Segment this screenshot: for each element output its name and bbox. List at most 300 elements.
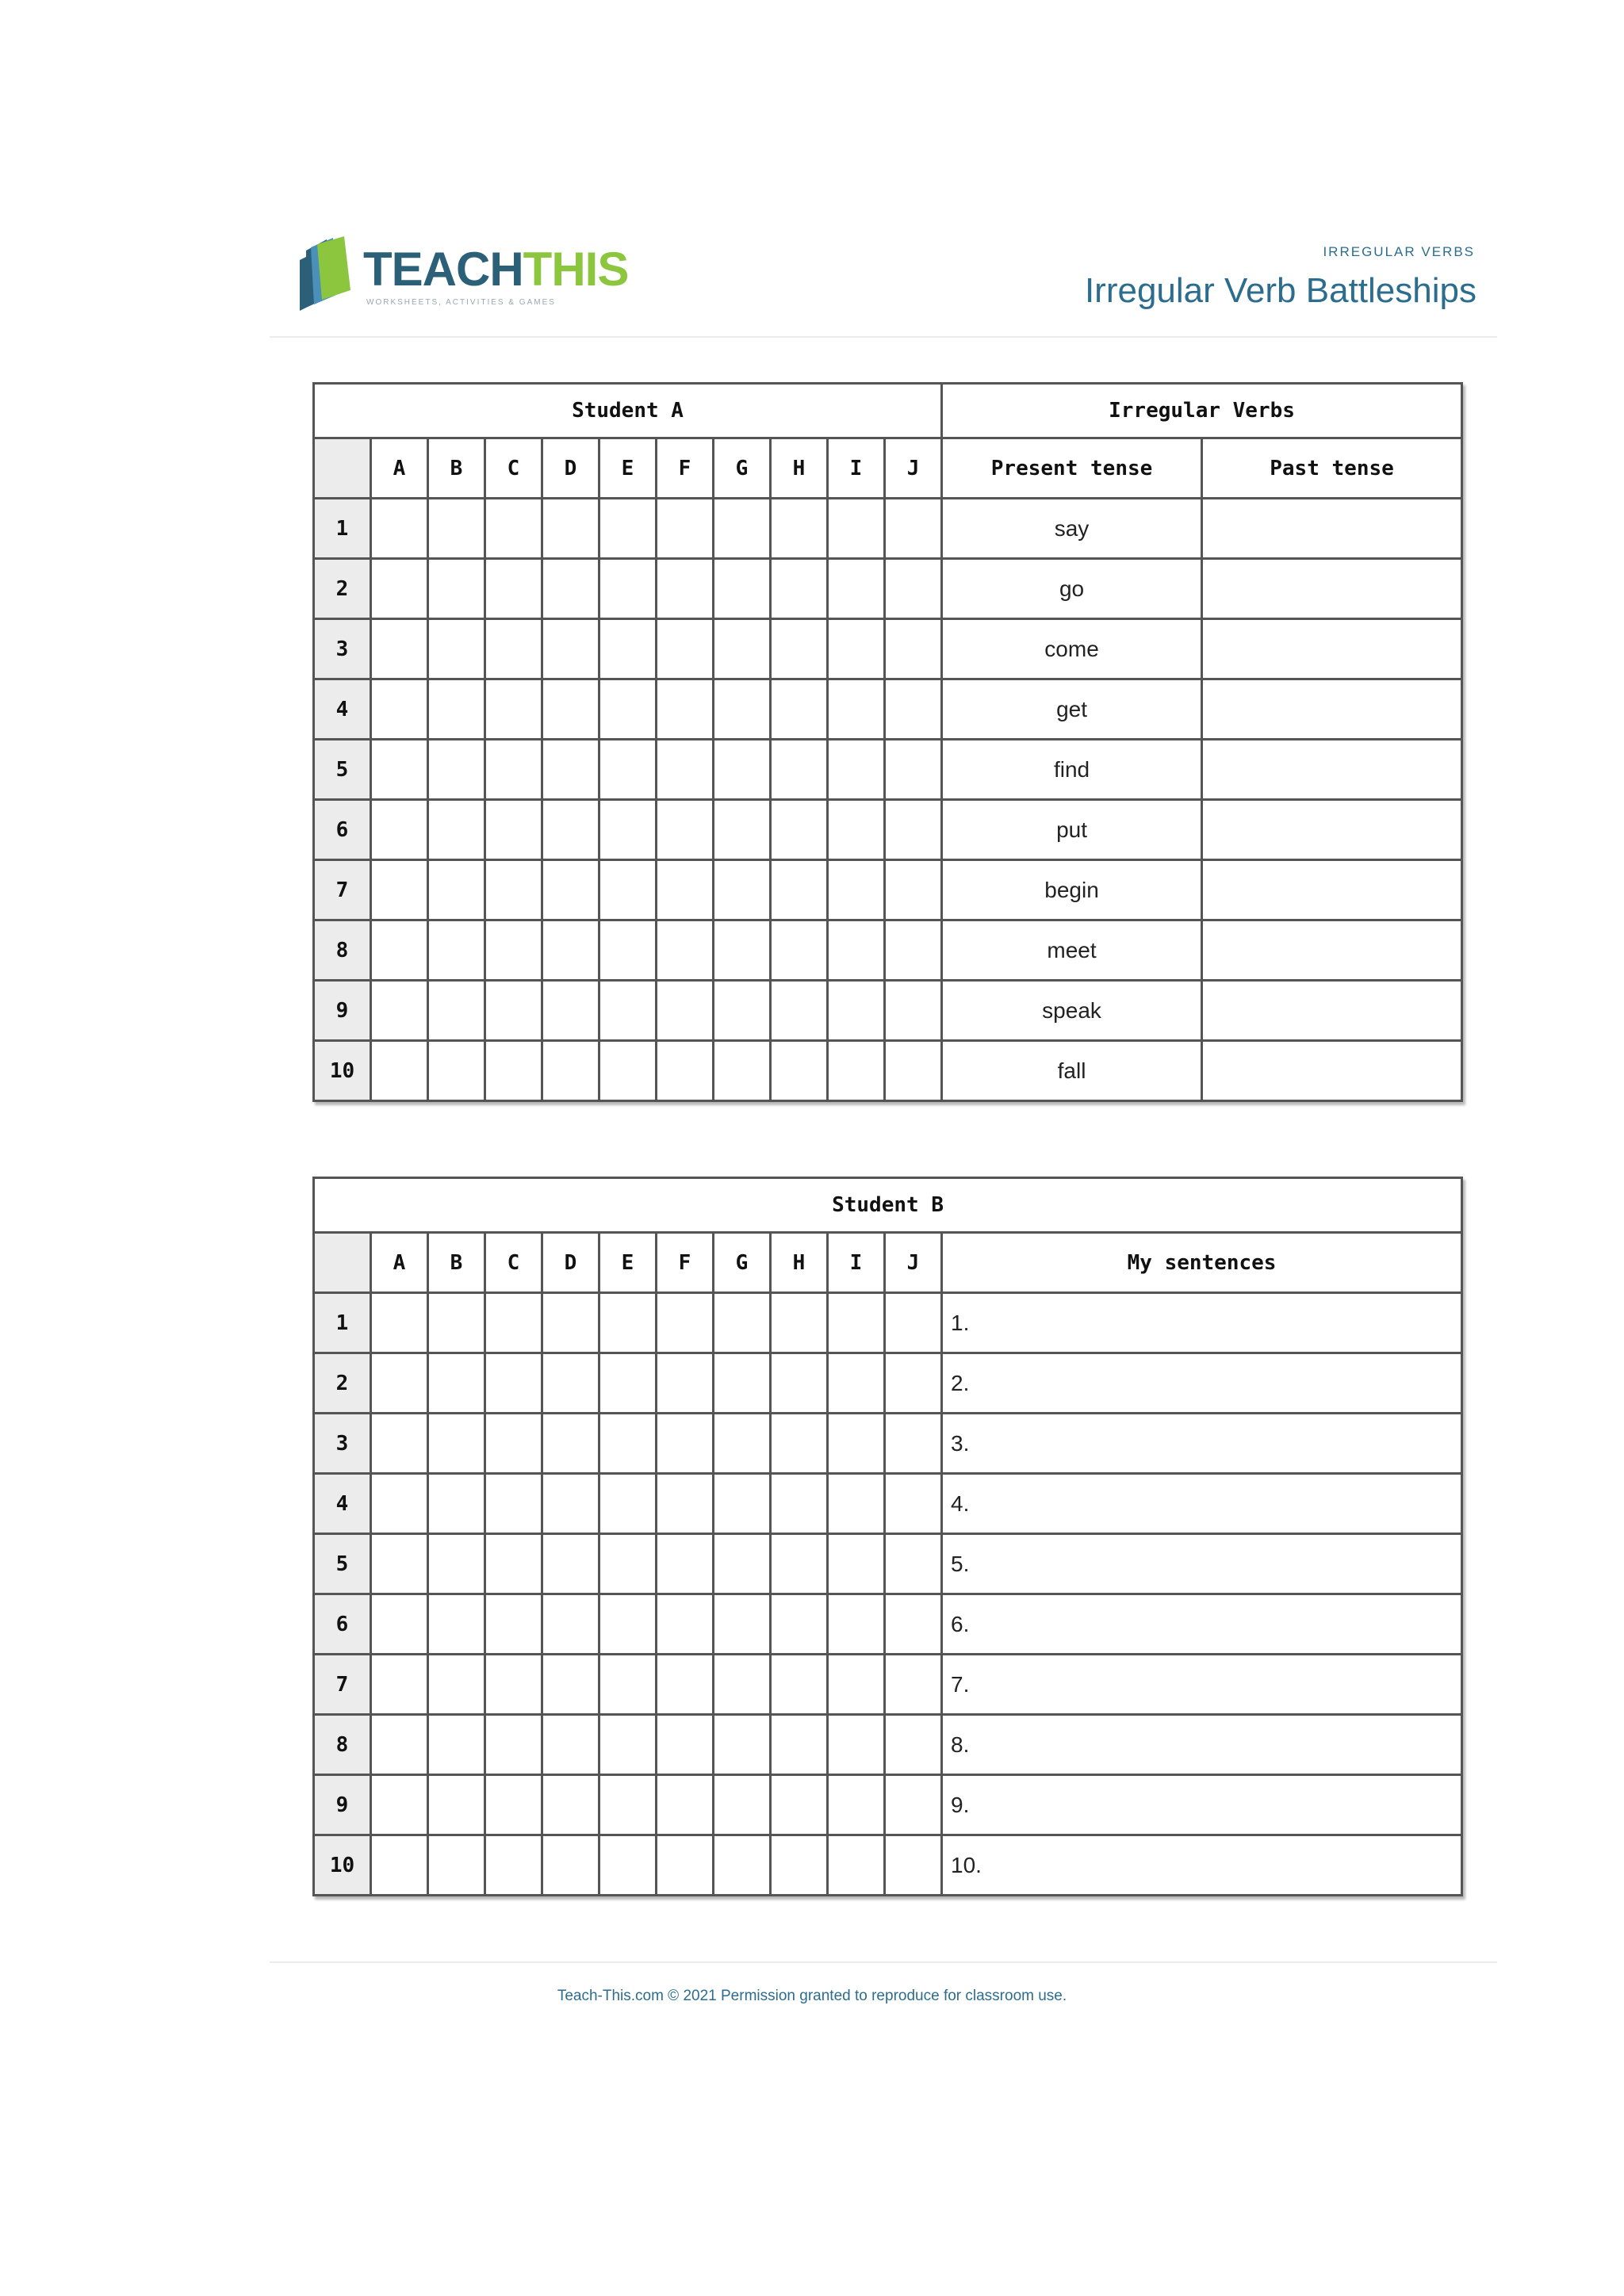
- grid-corner: [314, 438, 371, 499]
- grid-cell[interactable]: [542, 1534, 599, 1594]
- row-number: 7: [314, 1655, 371, 1715]
- grid-cell[interactable]: [485, 981, 542, 1041]
- grid-cell[interactable]: [657, 679, 714, 740]
- grid-cell[interactable]: [657, 1041, 714, 1101]
- grid-cell[interactable]: [542, 800, 599, 860]
- grid-cell[interactable]: [599, 1715, 657, 1775]
- grid-cell[interactable]: [771, 860, 828, 920]
- grid-cell[interactable]: [428, 981, 485, 1041]
- grid-cell[interactable]: [485, 1353, 542, 1414]
- grid-cell[interactable]: [599, 619, 657, 679]
- sentence-line[interactable]: 10.: [942, 1835, 1462, 1896]
- sentence-line[interactable]: 9.: [942, 1775, 1462, 1835]
- grid-cell[interactable]: [428, 499, 485, 559]
- past-tense-answer-cell[interactable]: [1202, 619, 1462, 679]
- grid-cell[interactable]: [828, 679, 885, 740]
- column-header-a: A: [371, 1233, 428, 1293]
- column-header-h: H: [771, 438, 828, 499]
- column-header-a: A: [371, 438, 428, 499]
- grid-row: [314, 860, 1462, 920]
- grid-cell[interactable]: [885, 1293, 942, 1353]
- row-number: 2: [314, 559, 371, 619]
- grid-cell[interactable]: [371, 1534, 428, 1594]
- present-tense-verb: say: [942, 499, 1202, 559]
- grid-cell[interactable]: [885, 1041, 942, 1101]
- grid-cell[interactable]: [828, 1775, 885, 1835]
- grid-row: [314, 920, 1462, 981]
- grid-cell[interactable]: [714, 981, 771, 1041]
- grid-cell[interactable]: [771, 619, 828, 679]
- grid-cell[interactable]: [599, 1353, 657, 1414]
- grid-cell[interactable]: [714, 679, 771, 740]
- grid-cell[interactable]: [599, 679, 657, 740]
- header-divider: [270, 336, 1497, 338]
- column-header-h: H: [771, 1233, 828, 1293]
- grid-cell[interactable]: [542, 679, 599, 740]
- grid-cell[interactable]: [428, 1835, 485, 1896]
- grid-cell[interactable]: [885, 1474, 942, 1534]
- present-tense-verb: get: [942, 679, 1202, 740]
- grid-cell[interactable]: [771, 559, 828, 619]
- grid-cell[interactable]: [428, 679, 485, 740]
- grid-cell[interactable]: [428, 1655, 485, 1715]
- present-tense-verb: speak: [942, 981, 1202, 1041]
- column-header-i: I: [828, 1233, 885, 1293]
- grid-cell[interactable]: [885, 1715, 942, 1775]
- grid-cell[interactable]: [371, 559, 428, 619]
- irregular-verbs-title: Irregular Verbs: [942, 384, 1462, 438]
- grid-cell[interactable]: [542, 499, 599, 559]
- grid-cell[interactable]: [428, 860, 485, 920]
- grid-cell[interactable]: [771, 1835, 828, 1896]
- grid-cell[interactable]: [599, 1534, 657, 1594]
- grid-cell[interactable]: [885, 1775, 942, 1835]
- grid-cell[interactable]: [542, 740, 599, 800]
- sentence-line[interactable]: 1.: [942, 1293, 1462, 1353]
- grid-cell[interactable]: [428, 1594, 485, 1655]
- grid-cell[interactable]: [428, 1414, 485, 1474]
- row-number: 1: [314, 1293, 371, 1353]
- present-tense-verb: meet: [942, 920, 1202, 981]
- grid-cell[interactable]: [485, 499, 542, 559]
- column-header-j: J: [885, 1233, 942, 1293]
- grid-cell[interactable]: [428, 1474, 485, 1534]
- past-tense-answer-cell[interactable]: [1202, 499, 1462, 559]
- grid-cell[interactable]: [428, 920, 485, 981]
- grid-cell[interactable]: [828, 499, 885, 559]
- grid-cell[interactable]: [371, 1474, 428, 1534]
- worksheet-title: Irregular Verb Battleships: [1084, 271, 1477, 310]
- grid-cell[interactable]: [371, 740, 428, 800]
- grid-cell[interactable]: [485, 1775, 542, 1835]
- grid-cell[interactable]: [542, 1353, 599, 1414]
- grid-cell[interactable]: [485, 740, 542, 800]
- grid-cell[interactable]: [828, 800, 885, 860]
- row-number: 10: [314, 1835, 371, 1896]
- past-tense-answer-cell[interactable]: [1202, 981, 1462, 1041]
- grid-cell[interactable]: [485, 1534, 542, 1594]
- grid-cell[interactable]: [657, 1534, 714, 1594]
- grid-cell[interactable]: [542, 1715, 599, 1775]
- grid-cell[interactable]: [714, 1474, 771, 1534]
- grid-cell[interactable]: [828, 1594, 885, 1655]
- grid-cell[interactable]: [828, 740, 885, 800]
- grid-cell[interactable]: [428, 1775, 485, 1835]
- column-header-g: G: [714, 1233, 771, 1293]
- grid-cell[interactable]: [542, 1414, 599, 1474]
- grid-cell[interactable]: [771, 740, 828, 800]
- grid-cell[interactable]: [599, 1835, 657, 1896]
- grid-cell[interactable]: [371, 1353, 428, 1414]
- grid-cell[interactable]: [599, 800, 657, 860]
- grid-cell[interactable]: [599, 1041, 657, 1101]
- grid-cell[interactable]: [371, 1293, 428, 1353]
- grid-cell[interactable]: [542, 1474, 599, 1534]
- grid-cell[interactable]: [542, 1041, 599, 1101]
- grid-cell[interactable]: [714, 1594, 771, 1655]
- teach-this-logo: [295, 236, 629, 316]
- logo-word-teach: TEACH: [363, 243, 523, 296]
- grid-cell[interactable]: [771, 1041, 828, 1101]
- column-header-f: F: [657, 438, 714, 499]
- grid-cell[interactable]: [485, 559, 542, 619]
- past-tense-answer-cell[interactable]: [1202, 1041, 1462, 1101]
- sentence-line[interactable]: 6.: [942, 1594, 1462, 1655]
- grid-cell[interactable]: [371, 619, 428, 679]
- grid-cell[interactable]: [371, 1594, 428, 1655]
- grid-row: [314, 1353, 1462, 1414]
- grid-cell[interactable]: [428, 800, 485, 860]
- footer-divider: [270, 1961, 1497, 1963]
- grid-cell[interactable]: [828, 1534, 885, 1594]
- student-b-title: Student B: [314, 1178, 1462, 1233]
- sentence-line[interactable]: 7.: [942, 1655, 1462, 1715]
- grid-cell[interactable]: [599, 1293, 657, 1353]
- grid-cell[interactable]: [885, 860, 942, 920]
- grid-cell[interactable]: [428, 559, 485, 619]
- row-number: 4: [314, 1474, 371, 1534]
- grid-cell[interactable]: [599, 559, 657, 619]
- grid-cell[interactable]: [428, 740, 485, 800]
- row-number: 9: [314, 1775, 371, 1835]
- grid-cell[interactable]: [599, 920, 657, 981]
- row-number: 10: [314, 1041, 371, 1101]
- grid-cell[interactable]: [885, 1655, 942, 1715]
- grid-cell[interactable]: [828, 619, 885, 679]
- present-tense-verb: find: [942, 740, 1202, 800]
- grid-cell[interactable]: [485, 920, 542, 981]
- grid-cell[interactable]: [542, 1655, 599, 1715]
- grid-cell[interactable]: [828, 920, 885, 981]
- grid-cell[interactable]: [771, 499, 828, 559]
- grid-cell[interactable]: [771, 679, 828, 740]
- grid-cell[interactable]: [714, 1534, 771, 1594]
- grid-cell[interactable]: [771, 800, 828, 860]
- grid-cell[interactable]: [657, 1715, 714, 1775]
- grid-cell[interactable]: [657, 619, 714, 679]
- grid-cell[interactable]: [885, 1835, 942, 1896]
- grid-row: [314, 1835, 1462, 1896]
- grid-cell[interactable]: [542, 619, 599, 679]
- grid-cell[interactable]: [828, 1655, 885, 1715]
- grid-cell[interactable]: [657, 1293, 714, 1353]
- grid-cell[interactable]: [885, 800, 942, 860]
- grid-cell[interactable]: [771, 1293, 828, 1353]
- grid-cell[interactable]: [657, 860, 714, 920]
- grid-cell[interactable]: [371, 981, 428, 1041]
- grid-cell[interactable]: [542, 1775, 599, 1835]
- grid-cell[interactable]: [828, 1474, 885, 1534]
- grid-row: [314, 679, 1462, 740]
- grid-cell[interactable]: [885, 920, 942, 981]
- column-header-b: B: [428, 438, 485, 499]
- grid-row: [314, 1474, 1462, 1534]
- grid-cell[interactable]: [428, 1293, 485, 1353]
- grid-cell[interactable]: [828, 860, 885, 920]
- sentence-line[interactable]: 2.: [942, 1353, 1462, 1414]
- grid-cell[interactable]: [599, 499, 657, 559]
- grid-cell[interactable]: [428, 619, 485, 679]
- grid-corner: [314, 1233, 371, 1293]
- sentence-line[interactable]: 4.: [942, 1474, 1462, 1534]
- grid-cell[interactable]: [485, 1041, 542, 1101]
- sentence-line[interactable]: 5.: [942, 1534, 1462, 1594]
- grid-cell[interactable]: [771, 981, 828, 1041]
- grid-cell[interactable]: [714, 920, 771, 981]
- grid-cell[interactable]: [885, 1594, 942, 1655]
- grid-cell[interactable]: [542, 981, 599, 1041]
- present-tense-verb: put: [942, 800, 1202, 860]
- grid-cell[interactable]: [485, 1414, 542, 1474]
- grid-row: [314, 619, 1462, 679]
- grid-cell[interactable]: [657, 1353, 714, 1414]
- grid-cell[interactable]: [771, 920, 828, 981]
- grid-cell[interactable]: [371, 1835, 428, 1896]
- grid-cell[interactable]: [885, 1353, 942, 1414]
- grid-cell[interactable]: [714, 860, 771, 920]
- past-tense-answer-cell[interactable]: [1202, 559, 1462, 619]
- grid-cell[interactable]: [714, 1835, 771, 1896]
- grid-cell[interactable]: [714, 740, 771, 800]
- row-number: 6: [314, 800, 371, 860]
- grid-cell[interactable]: [599, 1474, 657, 1534]
- column-header-f: F: [657, 1233, 714, 1293]
- column-header-j: J: [885, 438, 942, 499]
- past-tense-answer-cell[interactable]: [1202, 920, 1462, 981]
- grid-cell[interactable]: [485, 1293, 542, 1353]
- row-number: 4: [314, 679, 371, 740]
- grid-cell[interactable]: [771, 1534, 828, 1594]
- grid-cell[interactable]: [657, 499, 714, 559]
- grid-cell[interactable]: [485, 1835, 542, 1896]
- student-a-grid: [312, 382, 1463, 1102]
- column-header-d: D: [542, 438, 599, 499]
- grid-cell[interactable]: [371, 1775, 428, 1835]
- grid-cell[interactable]: [828, 1353, 885, 1414]
- grid-cell[interactable]: [428, 1041, 485, 1101]
- grid-cell[interactable]: [657, 1594, 714, 1655]
- grid-cell[interactable]: [828, 559, 885, 619]
- grid-cell[interactable]: [885, 679, 942, 740]
- grid-row: [314, 1655, 1462, 1715]
- grid-cell[interactable]: [371, 920, 428, 981]
- grid-cell[interactable]: [714, 559, 771, 619]
- grid-row: [314, 740, 1462, 800]
- grid-cell[interactable]: [657, 740, 714, 800]
- grid-row: [314, 1594, 1462, 1655]
- grid-row: [314, 1414, 1462, 1474]
- student-b-grid: [312, 1177, 1463, 1896]
- row-number: 3: [314, 619, 371, 679]
- grid-cell[interactable]: [657, 1775, 714, 1835]
- grid-cell[interactable]: [485, 1594, 542, 1655]
- grid-cell[interactable]: [542, 1594, 599, 1655]
- grid-cell[interactable]: [485, 619, 542, 679]
- grid-cell[interactable]: [371, 1655, 428, 1715]
- grid-cell[interactable]: [599, 740, 657, 800]
- grid-cell[interactable]: [885, 559, 942, 619]
- present-tense-header: Present tense: [942, 438, 1202, 499]
- row-number: 5: [314, 1534, 371, 1594]
- grid-row: [314, 499, 1462, 559]
- grid-cell[interactable]: [714, 1655, 771, 1715]
- grid-cell[interactable]: [828, 981, 885, 1041]
- grid-cell[interactable]: [599, 1775, 657, 1835]
- grid-cell[interactable]: [599, 1594, 657, 1655]
- row-number: 8: [314, 920, 371, 981]
- grid-cell[interactable]: [714, 1715, 771, 1775]
- grid-cell[interactable]: [428, 1715, 485, 1775]
- grid-cell[interactable]: [599, 981, 657, 1041]
- past-tense-answer-cell[interactable]: [1202, 679, 1462, 740]
- column-header-e: E: [599, 438, 657, 499]
- student-a-title: Student A: [314, 384, 942, 438]
- grid-cell[interactable]: [714, 1041, 771, 1101]
- grid-cell[interactable]: [485, 1715, 542, 1775]
- grid-cell[interactable]: [714, 1414, 771, 1474]
- grid-cell[interactable]: [371, 1414, 428, 1474]
- grid-cell[interactable]: [371, 800, 428, 860]
- past-tense-answer-cell[interactable]: [1202, 800, 1462, 860]
- grid-cell[interactable]: [714, 619, 771, 679]
- grid-cell[interactable]: [542, 1293, 599, 1353]
- present-tense-verb: go: [942, 559, 1202, 619]
- grid-cell[interactable]: [485, 679, 542, 740]
- column-header-d: D: [542, 1233, 599, 1293]
- grid-cell[interactable]: [771, 1594, 828, 1655]
- grid-cell[interactable]: [485, 1474, 542, 1534]
- grid-cell[interactable]: [599, 1414, 657, 1474]
- grid-cell[interactable]: [714, 499, 771, 559]
- column-header-c: C: [485, 438, 542, 499]
- grid-row: [314, 800, 1462, 860]
- logo-wordmark: [363, 241, 628, 298]
- grid-cell[interactable]: [885, 499, 942, 559]
- grid-cell[interactable]: [657, 1835, 714, 1896]
- grid-cell[interactable]: [428, 1353, 485, 1414]
- grid-cell[interactable]: [657, 559, 714, 619]
- grid-cell[interactable]: [828, 1041, 885, 1101]
- grid-cell[interactable]: [771, 1655, 828, 1715]
- grid-cell[interactable]: [771, 1715, 828, 1775]
- grid-cell[interactable]: [428, 1534, 485, 1594]
- grid-cell[interactable]: [714, 800, 771, 860]
- worksheet-category: IRREGULAR VERBS: [1323, 244, 1475, 259]
- grid-cell[interactable]: [771, 1414, 828, 1474]
- grid-cell[interactable]: [542, 559, 599, 619]
- past-tense-header: Past tense: [1202, 438, 1462, 499]
- grid-cell[interactable]: [714, 1353, 771, 1414]
- grid-row: [314, 1775, 1462, 1835]
- row-number: 3: [314, 1414, 371, 1474]
- grid-cell[interactable]: [828, 1293, 885, 1353]
- book-logo-icon: [295, 236, 358, 312]
- grid-cell[interactable]: [599, 860, 657, 920]
- grid-cell[interactable]: [657, 800, 714, 860]
- copyright-footer: Teach-This.com © 2021 Permission granted to reproduce for classroom use.: [557, 1988, 1067, 2004]
- grid-cell[interactable]: [485, 800, 542, 860]
- past-tense-answer-cell[interactable]: [1202, 860, 1462, 920]
- grid-cell[interactable]: [371, 860, 428, 920]
- grid-cell[interactable]: [371, 1041, 428, 1101]
- grid-row: [314, 1534, 1462, 1594]
- logo-tagline: WORKSHEETS, ACTIVITIES & GAMES: [366, 298, 556, 307]
- grid-cell[interactable]: [542, 1835, 599, 1896]
- grid-cell[interactable]: [657, 1414, 714, 1474]
- grid-cell[interactable]: [828, 1835, 885, 1896]
- grid-cell[interactable]: [714, 1293, 771, 1353]
- row-number: 6: [314, 1594, 371, 1655]
- row-number: 5: [314, 740, 371, 800]
- grid-cell[interactable]: [371, 679, 428, 740]
- grid-cell[interactable]: [771, 1474, 828, 1534]
- row-number: 1: [314, 499, 371, 559]
- grid-cell[interactable]: [485, 860, 542, 920]
- logo-word-this: THIS: [523, 243, 629, 296]
- grid-row: [314, 1715, 1462, 1775]
- grid-cell[interactable]: [599, 1655, 657, 1715]
- grid-cell[interactable]: [885, 1414, 942, 1474]
- present-tense-verb: begin: [942, 860, 1202, 920]
- grid-cell[interactable]: [542, 860, 599, 920]
- grid-cell[interactable]: [542, 920, 599, 981]
- grid-cell[interactable]: [657, 1474, 714, 1534]
- grid-cell[interactable]: [771, 1353, 828, 1414]
- sentence-line[interactable]: 8.: [942, 1715, 1462, 1775]
- sentence-line[interactable]: 3.: [942, 1414, 1462, 1474]
- grid-cell[interactable]: [885, 981, 942, 1041]
- grid-row: [314, 981, 1462, 1041]
- grid-cell[interactable]: [885, 1534, 942, 1594]
- grid-cell[interactable]: [885, 619, 942, 679]
- past-tense-answer-cell[interactable]: [1202, 740, 1462, 800]
- grid-cell[interactable]: [485, 1655, 542, 1715]
- grid-cell[interactable]: [828, 1414, 885, 1474]
- row-number: 8: [314, 1715, 371, 1775]
- grid-cell[interactable]: [371, 1715, 428, 1775]
- grid-cell[interactable]: [657, 1655, 714, 1715]
- column-header-e: E: [599, 1233, 657, 1293]
- grid-cell[interactable]: [714, 1775, 771, 1835]
- row-number: 9: [314, 981, 371, 1041]
- grid-cell[interactable]: [885, 740, 942, 800]
- grid-cell[interactable]: [657, 920, 714, 981]
- grid-cell[interactable]: [828, 1715, 885, 1775]
- grid-cell[interactable]: [771, 1775, 828, 1835]
- present-tense-verb: fall: [942, 1041, 1202, 1101]
- grid-cell[interactable]: [657, 981, 714, 1041]
- grid-cell[interactable]: [371, 499, 428, 559]
